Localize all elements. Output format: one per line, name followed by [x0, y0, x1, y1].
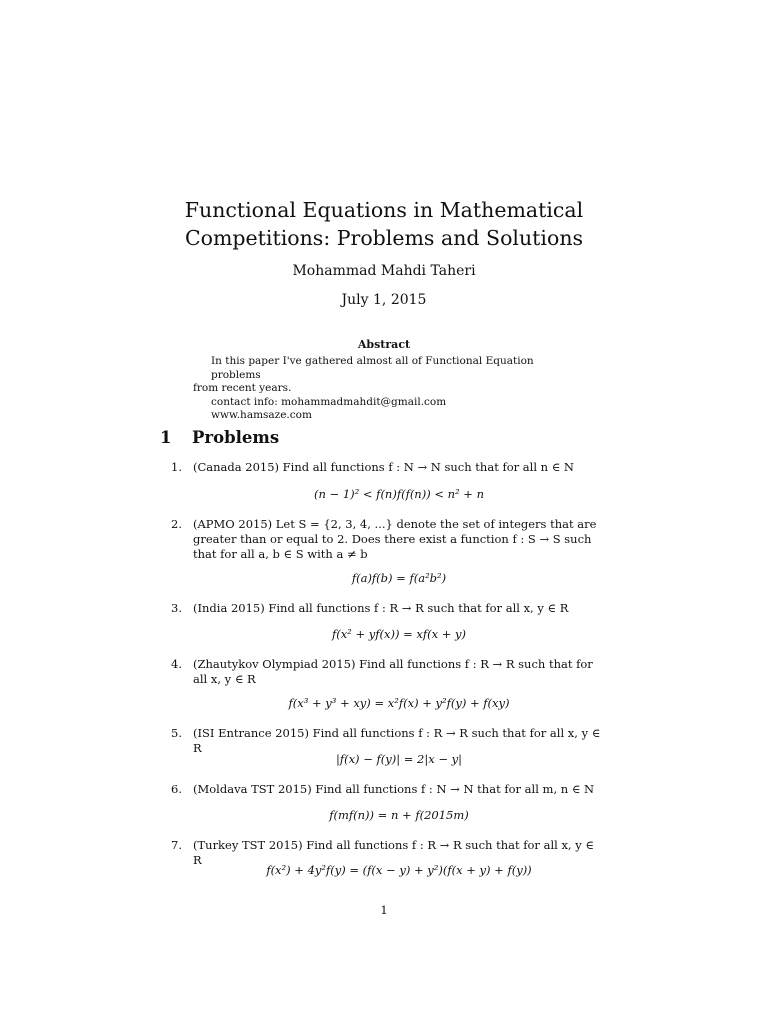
problem-6-equation: f(mf(n)) = n + f(2015m): [329, 808, 469, 822]
problem-7-equation: f(x²) + 4y²f(y) = (f(x − y) + y²)(f(x + y) + f(y)): [266, 863, 532, 877]
problem-label: 7.: [171, 838, 182, 852]
problem-text-line: (ISI Entrance 2015) Find all functions f : R → R such that for all x, y ∈ R: [193, 726, 601, 755]
problem-label: 4.: [171, 657, 182, 671]
page-number: 1: [380, 903, 388, 917]
paper-title: [0, 196, 768, 252]
author: Mohammad Mahdi Taheri: [292, 263, 476, 279]
problem-2: [171, 517, 605, 562]
problem-label: 3.: [171, 601, 182, 615]
problem-4: [171, 657, 605, 687]
problem-5-equation: |f(x) − f(y)| = 2|x − y|: [335, 752, 463, 766]
problem-6: [171, 782, 605, 797]
problem-label: 5.: [171, 726, 182, 740]
problem-label: 1.: [171, 460, 182, 474]
title-line-1: Functional Equations in Mathematical: [184, 198, 584, 222]
abstract-line-1: In this paper I've gathered almost all of Functional Equation problems: [211, 355, 534, 381]
problem-text-line: that for all a, b ∈ S with a ≠ b: [193, 547, 368, 561]
problem-4-equation: f(x³ + y³ + xy) = x²f(x) + y²f(y) + f(xy): [288, 696, 510, 710]
problem-3-equation: f(x² + yf(x)) = xf(x + y): [331, 627, 467, 641]
problem-label: 6.: [171, 782, 182, 796]
problem-text-line: all x, y ∈ R: [193, 672, 256, 686]
abstract-heading: Abstract: [357, 338, 411, 351]
problem-text-line: (India 2015) Find all functions f : R → R such that for all x, y ∈ R: [193, 601, 569, 615]
problem-1-equation: (n − 1)² < f(n)f(f(n)) < n² + n: [313, 487, 485, 501]
problem-text-line: (Moldava TST 2015) Find all functions f : N → N that for all m, n ∈ N: [193, 782, 595, 796]
problem-text-line: greater than or equal to 2. Does there exist a function f : S → S such: [193, 532, 592, 546]
section-title: Problems: [192, 428, 280, 447]
section-heading: [160, 428, 279, 447]
abstract-body: [193, 355, 575, 423]
abstract-line-3: contact info: mohammadmahdit@gmail.com: [211, 395, 447, 408]
section-number: 1: [160, 428, 172, 447]
problem-text-line: (Canada 2015) Find all functions f : N → N such that for all n ∈ N: [193, 460, 574, 474]
abstract-line-4: www.hamsaze.com: [211, 409, 312, 421]
problem-text-line: (APMO 2015) Let S = {2, 3, 4, ...} denote the set of integers that are: [193, 517, 597, 531]
date: July 1, 2015: [341, 292, 427, 308]
abstract-line-2: from recent years.: [193, 382, 292, 394]
problem-1: [171, 460, 605, 475]
problem-label: 2.: [171, 517, 182, 531]
title-line-2: Competitions: Problems and Solutions: [184, 226, 584, 250]
problem-text-line: (Turkey TST 2015) Find all functions f : R → R such that for all x, y ∈ R: [193, 838, 594, 867]
problem-2-equation: f(a)f(b) = f(a²b²): [351, 571, 447, 585]
problem-3: [171, 601, 605, 616]
problem-text-line: (Zhautykov Olympiad 2015) Find all functions f : R → R such that for: [193, 657, 593, 671]
